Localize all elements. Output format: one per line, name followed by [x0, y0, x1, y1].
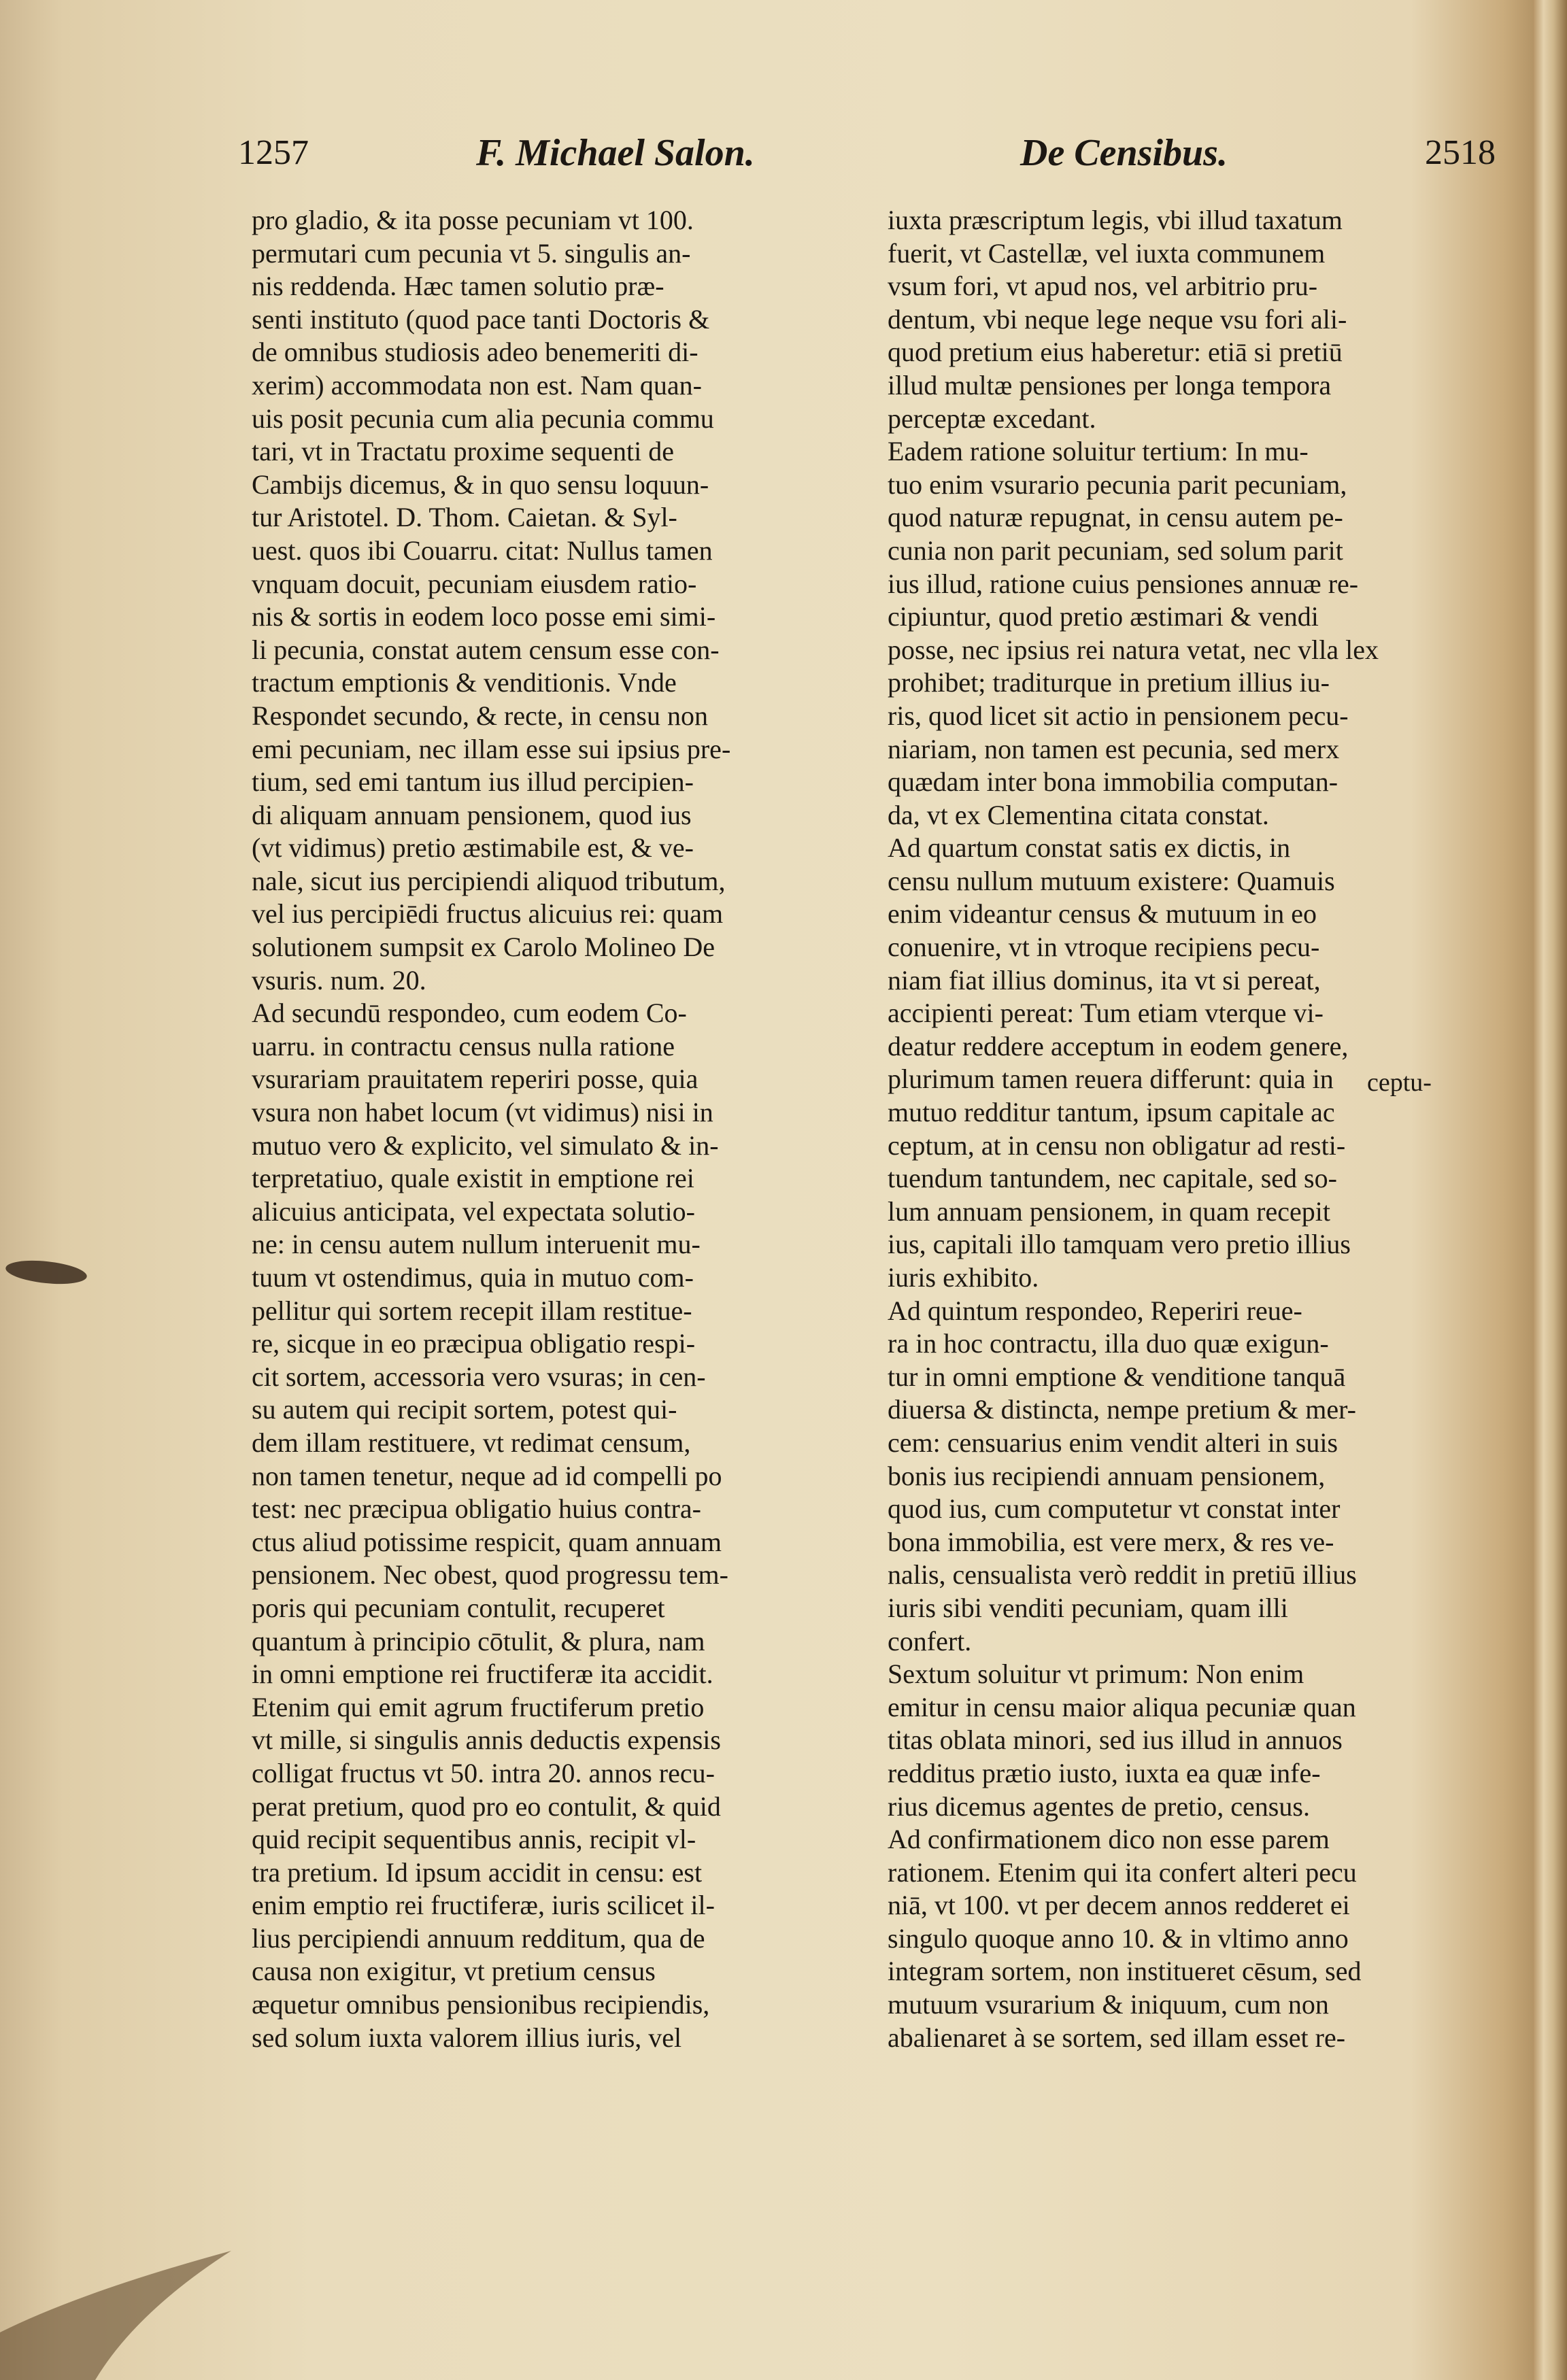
text-line: di aliquam annuam pensionem, quod ius — [252, 799, 692, 830]
left-text-column — [252, 204, 816, 2054]
text-line: confert. — [888, 1625, 972, 1656]
text-line: quid recipit sequentibus annis, recipit vl- — [252, 1824, 696, 1855]
text-line: ius, capitali illo tamquam vero pretio illius — [888, 1229, 1351, 1260]
text-line: niā, vt 100. vt per decem annos redderet ei — [888, 1890, 1350, 1921]
text-line: non tamen tenetur, neque ad id compelli po — [252, 1460, 722, 1491]
text-line: emi pecuniam, nec illam esse sui ipsius pre- — [252, 733, 731, 764]
text-line: vnquam docuit, pecuniam eiusdem ratio- — [252, 568, 697, 599]
text-line: Etenim qui emit agrum fructiferum pretio — [252, 1691, 705, 1722]
text-line: iuris sibi venditi pecuniam, quam illi — [888, 1592, 1288, 1623]
text-line: titas oblata minori, sed ius illud in annuos — [888, 1724, 1343, 1756]
text-line: mutuum vsurarium & iniquum, cum non — [888, 1989, 1329, 2020]
text-line: ceptum, at in censu non obligatur ad resti- — [888, 1129, 1346, 1161]
text-line: tium, sed emi tantum ius illud percipien- — [252, 766, 694, 798]
text-line: enim emptio rei fructiferæ, iuris scilicet il- — [252, 1890, 715, 1921]
text-line: rationem. Etenim qui ita confert alteri pecu — [888, 1856, 1357, 1888]
text-line: Ad confirmationem dico non esse parem — [888, 1824, 1330, 1855]
running-head-subject: De Censibus. — [1020, 132, 1228, 174]
text-line: vsurariam prauitatem reperiri posse, quia — [252, 1064, 698, 1095]
text-line: cit sortem, accessoria vero vsuras; in cen- — [252, 1361, 706, 1392]
catchword: ceptu- — [1367, 1068, 1432, 1097]
text-line: nalis, censualista verò reddit in pretiū illius — [888, 1559, 1357, 1591]
text-line: fuerit, vt Castellæ, vel iuxta communem — [888, 237, 1326, 269]
text-line: Ad secundū respondeo, cum eodem Co- — [252, 998, 687, 1029]
text-line: vt mille, si singulis annis deductis expensis — [252, 1724, 721, 1756]
text-line: mutuo vero & explicito, vel simulato & in- — [252, 1129, 719, 1161]
text-line: integram sortem, non institueret cēsum, sed — [888, 1956, 1362, 1987]
text-line: cunia non parit pecuniam, sed solum parit — [888, 534, 1343, 566]
text-line: pro gladio, & ita posse pecuniam vt 100. — [252, 205, 694, 235]
text-line: cem: censuarius enim vendit alteri in suis — [888, 1427, 1338, 1458]
text-line: ne: in censu autem nullum interuenit mu- — [252, 1229, 701, 1260]
text-line: in omni emptione rei fructiferæ ita accidit. — [252, 1659, 713, 1690]
folio-number-right: 2518 — [1425, 133, 1496, 172]
text-line: iuxta præscriptum legis, vbi illud taxatum — [888, 205, 1343, 235]
text-line: causa non exigitur, vt pretium census — [252, 1956, 656, 1987]
text-line: Eadem ratione soluitur tertium: In mu- — [888, 436, 1309, 467]
text-line: niariam, non tamen est pecunia, sed merx — [888, 733, 1340, 764]
text-line: emitur in censu maior aliqua pecuniæ quan — [888, 1691, 1356, 1722]
folio-number-left: 1257 — [238, 133, 309, 172]
text-line: Sextum soluitur vt primum: Non enim — [888, 1659, 1304, 1690]
text-line: pensionem. Nec obest, quod progressu tem- — [252, 1559, 728, 1591]
text-line: prohibet; traditurque in pretium illius iu- — [888, 667, 1330, 698]
text-line: mutuo redditur tantum, ipsum capitale ac — [888, 1097, 1335, 1128]
text-line: deatur reddere acceptum in eodem genere, — [888, 1030, 1349, 1061]
text-line: redditus prætio iusto, iuxta ea quæ infe- — [888, 1757, 1321, 1788]
text-line: colligat fructus vt 50. intra 20. annos recu- — [252, 1757, 715, 1788]
text-line: dem illam restituere, vt redimat censum, — [252, 1427, 691, 1458]
text-line: enim videantur census & mutuum in eo — [888, 898, 1317, 930]
text-line: quod pretium eius haberetur: etiā si pretiū — [888, 337, 1343, 368]
text-line: quod ius, cum computetur vt constat inter — [888, 1493, 1341, 1525]
text-line: abalienaret à se sortem, sed illam esset re- — [888, 2022, 1346, 2053]
text-line: solutionem sumpsit ex Carolo Molineo De — [252, 932, 715, 963]
text-line: niam fiat illius dominus, ita vt si pereat, — [888, 964, 1321, 996]
running-head-author: F. Michael Salon. — [476, 132, 755, 174]
text-line: rius dicemus agentes de pretio, census. — [888, 1790, 1310, 1822]
right-text-column — [888, 204, 1452, 2054]
text-line: xerim) accommodata non est. Nam quan- — [252, 369, 702, 401]
text-line: uarru. in contractu census nulla ratione — [252, 1030, 675, 1061]
text-line: tuo enim vsurario pecunia parit pecuniam, — [888, 469, 1347, 500]
text-line: censu nullum mutuum existere: Quamuis — [888, 865, 1335, 896]
text-line: lius percipiendi annuum redditum, qua de — [252, 1922, 705, 1954]
text-line: permutari cum pecunia vt 5. singulis an- — [252, 237, 691, 269]
text-line: sed solum iuxta valorem illius iuris, vel — [252, 2022, 682, 2053]
text-line: uis posit pecunia cum alia pecunia commu — [252, 403, 714, 434]
text-line: posse, nec ipsius rei natura vetat, nec vlla lex — [888, 634, 1379, 665]
text-line: tuum vt ostendimus, quia in mutuo com- — [252, 1262, 694, 1293]
text-line: ctus aliud potissime respicit, quam annuam — [252, 1526, 722, 1557]
text-line: Ad quintum respondeo, Reperiri reue- — [888, 1295, 1302, 1326]
corner-stain-mark — [0, 2251, 245, 2380]
text-line: tari, vt in Tractatu proxime sequenti de — [252, 436, 674, 467]
next-page-edge — [1534, 0, 1567, 2380]
text-line: nale, sicut ius percipiendi aliquod tributum, — [252, 865, 726, 896]
text-line: conuenire, vt in vtroque recipiens pecu- — [888, 932, 1320, 963]
text-line: dentum, vbi neque lege neque vsu fori ali- — [888, 303, 1347, 335]
text-line: ra in hoc contractu, illa duo quæ exigun- — [888, 1328, 1329, 1359]
text-line: (vt vidimus) pretio æstimabile est, & ve- — [252, 832, 694, 864]
text-line: re, sicque in eo præcipua obligatio respi- — [252, 1328, 696, 1359]
text-line: bona immobilia, est vere merx, & res ve- — [888, 1526, 1334, 1557]
text-line: iuris exhibito. — [888, 1262, 1039, 1293]
text-line: Cambijs dicemus, & in quo sensu loquun- — [252, 469, 709, 500]
text-line: alicuius anticipata, vel expectata solutio- — [252, 1195, 695, 1227]
text-line: vsum fori, vt apud nos, vel arbitrio pru- — [888, 271, 1318, 302]
text-line: quod naturæ repugnat, in censu autem pe- — [888, 502, 1343, 533]
text-line: tur in omni emptione & venditione tanquā — [888, 1361, 1346, 1392]
text-line: perceptæ excedant. — [888, 403, 1096, 434]
text-line: accipienti pereat: Tum etiam vterque vi- — [888, 998, 1324, 1029]
text-line: senti instituto (quod pace tanti Doctoris & — [252, 303, 710, 335]
text-line: poris qui pecuniam contulit, recuperet — [252, 1592, 665, 1623]
text-line: ius illud, ratione cuius pensiones annuæ re- — [888, 568, 1359, 599]
text-line: vel ius percipiēdi fructus alicuius rei: quam — [252, 898, 724, 930]
text-line: tra pretium. Id ipsum accidit in censu: est — [252, 1856, 703, 1888]
text-line: æquetur omnibus pensionibus recipiendis, — [252, 1989, 710, 2020]
text-line: quædam inter bona immobilia computan- — [888, 766, 1338, 798]
text-line: bonis ius recipiendi annuam pensionem, — [888, 1460, 1326, 1491]
text-line: nis reddenda. Hæc tamen solutio præ- — [252, 271, 664, 302]
text-line: nis & sortis in eodem loco posse emi simi- — [252, 601, 716, 632]
text-line: perat pretium, quod pro eo contulit, & quid — [252, 1790, 721, 1822]
text-line: tur Aristotel. D. Thom. Caietan. & Syl- — [252, 502, 677, 533]
text-line: de omnibus studiosis adeo benemeriti di- — [252, 337, 698, 368]
text-line: uest. quos ibi Couarru. citat: Nullus tamen — [252, 534, 713, 566]
text-line: plurimum tamen reuera differunt: quia in — [888, 1064, 1334, 1095]
text-line: Ad quartum constat satis ex dictis, in — [888, 832, 1291, 864]
text-line: vsura non habet locum (vt vidimus) nisi in — [252, 1097, 713, 1128]
text-line: pellitur qui sortem recepit illam restitue- — [252, 1295, 692, 1326]
text-line: diuersa & distincta, nempe pretium & mer- — [888, 1394, 1357, 1425]
text-line: da, vt ex Clementina citata constat. — [888, 799, 1269, 830]
text-line: tuendum tantundem, nec capitale, sed so- — [888, 1163, 1337, 1194]
text-line: singulo quoque anno 10. & in vltimo anno — [888, 1922, 1349, 1954]
text-line: illud multæ pensiones per longa tempora — [888, 369, 1332, 401]
text-line: vsuris. num. 20. — [252, 964, 426, 996]
text-line: tractum emptionis & venditionis. Vnde — [252, 667, 677, 698]
text-line: quantum à principio cōtulit, & plura, nam — [252, 1625, 705, 1656]
text-line: su autem qui recipit sortem, potest qui- — [252, 1394, 677, 1425]
text-line: Respondet secundo, & recte, in censu non — [252, 700, 708, 731]
text-line: lum annuam pensionem, in quam recepit — [888, 1195, 1330, 1227]
text-line: test: nec præcipua obligatio huius contra- — [252, 1493, 701, 1525]
text-line: ris, quod licet sit actio in pensionem pecu- — [888, 700, 1349, 731]
text-line: cipiuntur, quod pretio æstimari & vendi — [888, 601, 1319, 632]
text-line: li pecunia, constat autem censum esse con- — [252, 634, 720, 665]
text-line: terpretatiuo, quale existit in emptione rei — [252, 1163, 694, 1194]
